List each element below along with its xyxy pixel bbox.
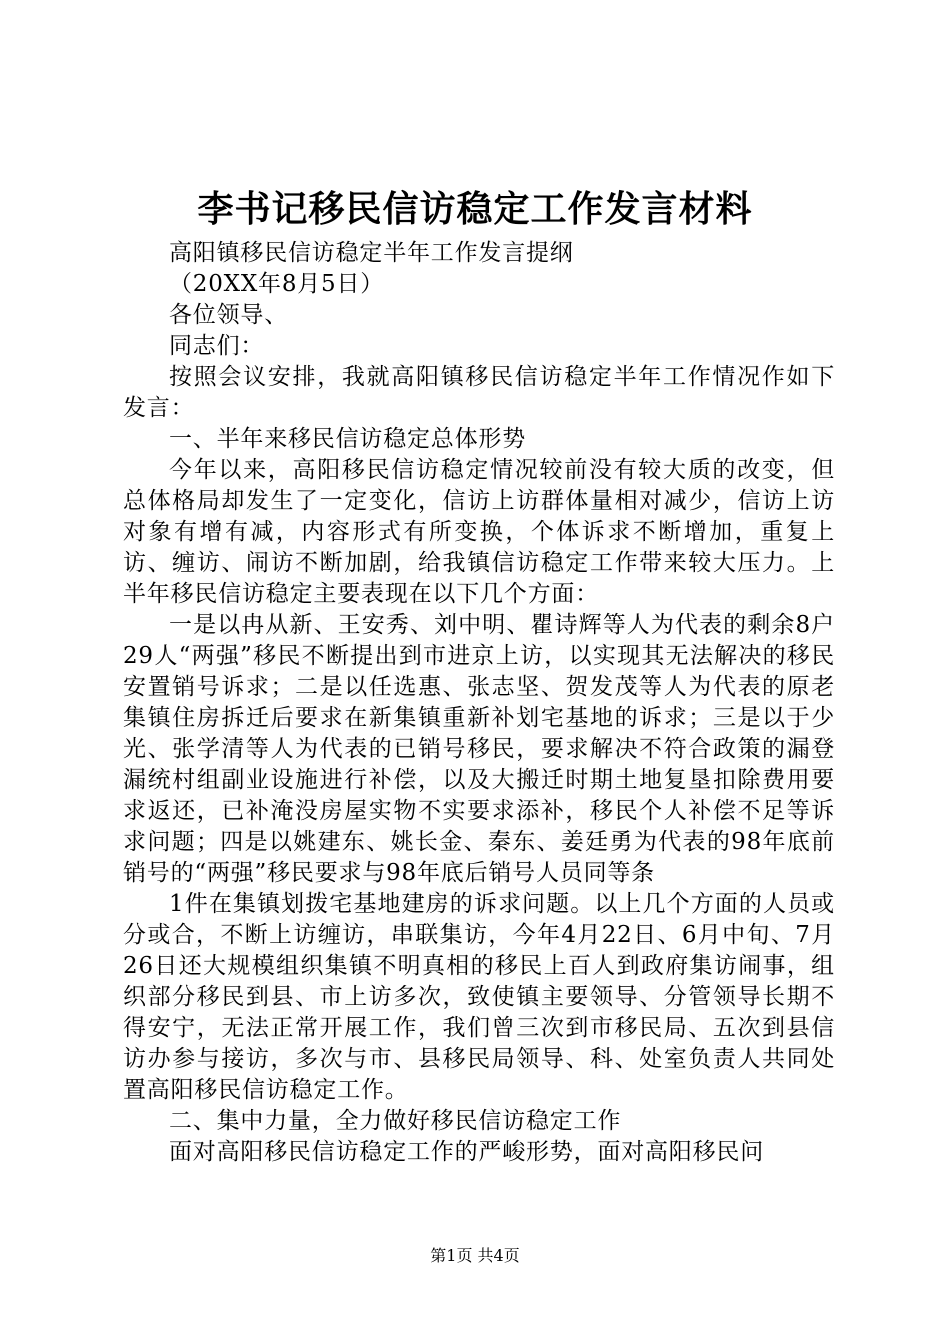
section-heading-1: 一、半年来移民信访稳定总体形势 [169,426,526,452]
document-body [123,238,835,1168]
paragraph-aspects: 一是以冉从新、王安秀、刘中明、瞿诗辉等人为代表的剩余8户29人“两强”移民不断提出到市进京上访，以实现其无法解决的移民安置销号诉求；二是以任选惠、张志坚、贺发茂等人为代表的原老集镇住房拆迁后要求在新集镇重新补划宅基地的诉求；三是以于少光、张学清等人为代表的已销号移民，要求解决不符合政策的漏登漏统村组副业设施进行补偿，以及大搬迁时期土地复垦扣除费用要求返还，已补淹没房屋实物不实要求添补，移民个人补偿不足等诉求问题；四是以姚建东、姚长金、秦东、姜廷勇为代表的98年底前销号的“两强”移民要求与98年底后销号人员同等条 [123,612,835,886]
paragraph-situation: 今年以来，高阳移民信访稳定情况较前没有较大质的改变，但总体格局却发生了一定变化，信访上访群体量相对减少，信访上访对象有增有减，内容形式有所变换，个体诉求不断增加，重复上访、缠访、闹访不断加剧，给我镇信访稳定工作带来较大压力。上半年移民信访稳定主要表现在以下几个方面： [123,457,835,607]
paragraph-subtitle: 高阳镇移民信访稳定半年工作发言提纲 [169,240,574,266]
document-title: 李书记移民信访稳定工作发言材料 [197,188,753,230]
section-heading-2: 二、集中力量，全力做好移民信访稳定工作 [169,1108,622,1134]
paragraph-intro: 按照会议安排，我就高阳镇移民信访稳定半年工作情况作如下发言： [123,364,835,421]
paragraph-response: 面对高阳移民信访稳定工作的严峻形势，面对高阳移民问 [169,1139,764,1165]
paragraph-salutation-1: 各位领导、 [169,302,288,328]
page-footer: 第1页 共4页 [430,1246,520,1265]
paragraph-salutation-2: 同志们： [169,333,265,359]
paragraph-petitions: 1件在集镇划拨宅基地建房的诉求问题。以上几个方面的人员或分或合，不断上访缠访，串联集访，今年4月22日、6月中旬、7月26日还大规模组织集镇不明真相的移民上百人到政府集访闹事，组织部分移民到县、市上访多次，致使镇主要领导、分管领导长期不得安宁，无法正常开展工作，我们曾三次到市移民局、五次到县信访办参与接访，多次与市、县移民局领导、科、处室负责人共同处置高阳移民信访稳定工作。 [123,891,835,1103]
paragraph-date: （20XX年8月5日） [169,271,385,297]
